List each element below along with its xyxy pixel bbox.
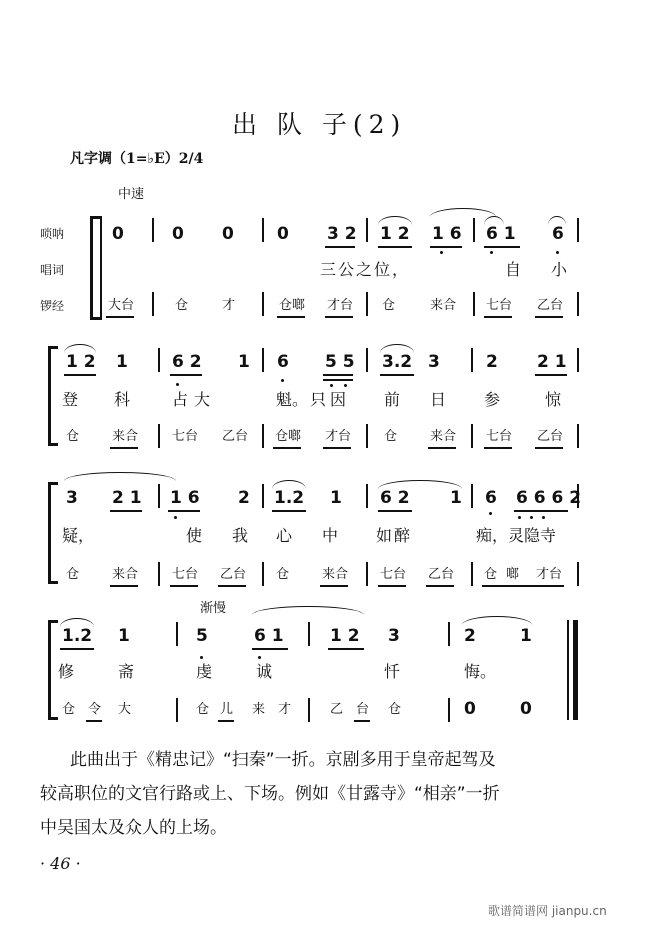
- underline: [428, 447, 456, 449]
- percussion-syllable: 台: [356, 702, 370, 717]
- barline: [308, 622, 310, 646]
- lyric: 科: [114, 390, 131, 409]
- octave-dot: [490, 251, 493, 254]
- page-number: · 46 ·: [40, 854, 81, 873]
- lyric: 斋: [118, 662, 135, 681]
- lyric: 小: [551, 260, 568, 279]
- underline: [378, 246, 412, 248]
- note: 2 1: [112, 488, 142, 508]
- underline: [252, 648, 288, 650]
- note: 6 1: [254, 626, 284, 646]
- barline: [366, 292, 368, 316]
- barline: [471, 484, 473, 508]
- underline: [378, 510, 412, 512]
- slur: [64, 344, 96, 353]
- slur: [64, 472, 176, 481]
- barline: [473, 292, 475, 316]
- percussion-syllable: 乙台: [537, 429, 564, 444]
- lyric: 忏: [384, 662, 401, 681]
- watermark: 歌谱简谱网 jianpu.cn: [488, 904, 607, 918]
- percussion-syllable: 乙台: [220, 567, 247, 582]
- percussion-syllable: 才: [278, 702, 292, 717]
- lyric: 中: [322, 526, 339, 545]
- slur: [484, 216, 504, 225]
- percussion-syllable: 乙台: [222, 429, 249, 444]
- underline: [170, 585, 198, 587]
- slur: [378, 480, 462, 489]
- underline: [273, 447, 301, 449]
- lyric: 虔: [196, 662, 213, 681]
- tempo-mark: 中速: [118, 187, 145, 202]
- note: 1: [520, 626, 532, 646]
- barline: [577, 424, 579, 448]
- percussion-syllable: 啷: [506, 567, 520, 582]
- lyric: 日: [430, 390, 447, 409]
- instrument-label-suona: 唢呐: [40, 227, 65, 241]
- percussion-syllable: 仓: [384, 429, 398, 444]
- note: 3: [388, 626, 400, 646]
- percussion-syllable: 七台: [172, 429, 199, 444]
- note: 5 5: [325, 352, 355, 372]
- note: 0: [172, 224, 184, 244]
- barline: [100, 216, 102, 320]
- underline: [110, 447, 138, 449]
- percussion-syllable: 仓: [175, 298, 189, 313]
- note: 6: [485, 488, 497, 508]
- underline: [60, 648, 94, 650]
- octave-dot: [174, 516, 177, 519]
- octave-dot: [344, 384, 347, 387]
- underline: [168, 510, 200, 512]
- underline: [484, 246, 520, 248]
- note: 1: [118, 626, 130, 646]
- final-barline: [567, 620, 569, 720]
- octave-dot: [489, 512, 492, 515]
- percussion-syllable: 乙台: [428, 567, 455, 582]
- system-bracket: [48, 482, 51, 584]
- note: 3.2: [382, 352, 413, 372]
- barline: [366, 562, 368, 586]
- underline: [354, 720, 370, 722]
- barline: [448, 698, 450, 722]
- slur: [380, 344, 414, 353]
- percussion-syllable: 大台: [108, 298, 135, 313]
- note: 6 6 6 2: [516, 488, 582, 508]
- underline: [272, 510, 306, 512]
- percussion-syllable: 七台: [380, 567, 407, 582]
- percussion-syllable: 仓啷: [279, 298, 306, 313]
- underline: [110, 510, 142, 512]
- slur: [252, 606, 364, 615]
- barline: [471, 348, 473, 372]
- description-line: 较高职位的文官行路或上、下场。例如《甘露寺》“相亲”一折: [40, 784, 500, 804]
- lyric: 使: [186, 526, 203, 545]
- barline: [176, 698, 178, 722]
- barline: [262, 218, 264, 242]
- slur: [548, 216, 566, 225]
- underline: [535, 447, 563, 449]
- underline: [277, 316, 305, 318]
- lyric: 三公之位，: [320, 260, 411, 279]
- slur: [272, 480, 306, 489]
- note: 6 2: [380, 488, 410, 508]
- final-barline: [573, 620, 578, 720]
- rest: 0: [464, 699, 476, 719]
- barline: [366, 424, 368, 448]
- note: 3: [66, 488, 78, 508]
- instrument-label-gong: 锣经: [40, 299, 65, 313]
- underline: [110, 585, 138, 587]
- note: 1 2: [66, 352, 96, 372]
- underline: [328, 648, 364, 650]
- barline: [577, 292, 579, 316]
- barline: [152, 218, 154, 242]
- system-bracket: [90, 216, 93, 320]
- octave-dot: [530, 516, 533, 519]
- octave-dot: [200, 656, 203, 659]
- barline: [152, 292, 154, 316]
- note: 1.2: [274, 488, 305, 508]
- note: 1: [450, 488, 462, 508]
- note: 1 2: [380, 224, 410, 244]
- barline: [366, 484, 368, 508]
- system-bracket: [48, 346, 51, 446]
- slur: [430, 208, 496, 217]
- underline: [320, 585, 348, 587]
- tempo-mark: 渐慢: [200, 601, 227, 616]
- underline: [430, 246, 462, 248]
- underline: [380, 374, 414, 376]
- percussion-syllable: 七台: [486, 298, 513, 313]
- lyric: 自: [505, 260, 522, 279]
- barline: [366, 348, 368, 372]
- barline: [471, 562, 473, 586]
- underline: [514, 510, 568, 512]
- underline: [482, 585, 564, 587]
- lyric: 诚: [256, 662, 273, 681]
- lyric: 参: [484, 390, 501, 409]
- note: 1 6: [170, 488, 200, 508]
- barline: [471, 424, 473, 448]
- description-line: 中吴国太及众人的上场。: [40, 818, 227, 838]
- percussion-syllable: 仓: [66, 567, 80, 582]
- note: 6 2: [172, 352, 202, 372]
- note: 0: [222, 224, 234, 244]
- rest: 0: [520, 699, 532, 719]
- lyric: 悔。: [464, 662, 497, 681]
- slur: [378, 216, 412, 225]
- octave-dot: [518, 516, 521, 519]
- percussion-syllable: 来合: [112, 567, 139, 582]
- percussion-syllable: 才台: [327, 298, 354, 313]
- lyric: 心: [276, 526, 293, 545]
- note: 3 2: [327, 224, 357, 244]
- note: 3: [428, 352, 440, 372]
- barline: [366, 218, 368, 242]
- lyric: 修: [58, 662, 75, 681]
- percussion-syllable: 才台: [536, 567, 563, 582]
- percussion-syllable: 仓啷: [275, 429, 302, 444]
- underline: [535, 374, 567, 376]
- percussion-syllable: 来合: [430, 298, 457, 313]
- barline: [448, 622, 450, 646]
- percussion-syllable: 来合: [112, 429, 139, 444]
- note: 6: [552, 224, 564, 244]
- underline: [484, 447, 512, 449]
- note: 2: [486, 352, 498, 372]
- underline: [325, 246, 355, 248]
- note: 1: [116, 352, 128, 372]
- underline: [106, 316, 134, 318]
- slur: [462, 616, 532, 625]
- underline: [323, 447, 351, 449]
- slur: [60, 618, 94, 627]
- barline: [308, 698, 310, 722]
- lyric: 前: [384, 390, 401, 409]
- percussion-syllable: 仓: [388, 702, 402, 717]
- lyric: 痴，灵隐寺: [476, 526, 557, 545]
- percussion-syllable: 儿: [220, 702, 234, 717]
- octave-dot: [542, 516, 545, 519]
- lyric: 魁。: [276, 390, 309, 409]
- note: 1.2: [62, 626, 93, 646]
- underline: [426, 585, 454, 587]
- underline: [484, 316, 512, 318]
- percussion-syllable: 令: [88, 702, 102, 717]
- barline: [176, 622, 178, 646]
- lyric: 疑，: [62, 526, 95, 545]
- lyric: 惊: [545, 390, 562, 409]
- lyric: 只因: [310, 390, 351, 409]
- underline: [64, 374, 96, 376]
- barline: [473, 218, 475, 242]
- lyric: 登: [62, 390, 79, 409]
- underline: [535, 316, 563, 318]
- barline: [158, 348, 160, 372]
- percussion-syllable: 来合: [430, 429, 457, 444]
- note: 2 1: [537, 352, 567, 372]
- underline: [218, 585, 246, 587]
- octave-dot: [556, 251, 559, 254]
- note: 2: [464, 626, 476, 646]
- underline: [323, 374, 353, 376]
- barline: [262, 484, 264, 508]
- barline: [577, 348, 579, 372]
- percussion-syllable: 仓: [62, 702, 76, 717]
- underline: [218, 720, 234, 722]
- system-bracket: [48, 620, 51, 720]
- octave-dot: [258, 656, 261, 659]
- instrument-label-vocal: 唱词: [40, 263, 65, 277]
- note: 6 1: [486, 224, 516, 244]
- percussion-syllable: 仓: [276, 567, 290, 582]
- percussion-syllable: 才台: [325, 429, 352, 444]
- underline: [323, 379, 353, 381]
- note: 2: [238, 488, 250, 508]
- lyric: 占大: [172, 390, 217, 409]
- barline: [577, 562, 579, 586]
- percussion-syllable: 七台: [486, 429, 513, 444]
- octave-dot: [440, 251, 443, 254]
- note: 1: [238, 352, 250, 372]
- note: 1 6: [432, 224, 462, 244]
- percussion-syllable: 才: [222, 298, 236, 313]
- percussion-syllable: 仓: [66, 429, 80, 444]
- barline: [158, 424, 160, 448]
- underline: [170, 374, 202, 376]
- percussion-syllable: 来: [252, 702, 266, 717]
- description-line: 此曲出于《精忠记》“扫秦”一折。京剧多用于皇帝起驾及: [70, 750, 496, 770]
- octave-dot: [330, 384, 333, 387]
- barline: [158, 484, 160, 508]
- barline: [262, 348, 264, 372]
- barline: [262, 424, 264, 448]
- octave-dot: [176, 383, 179, 386]
- underline: [378, 585, 406, 587]
- percussion-syllable: 来合: [322, 567, 349, 582]
- lyric: 我: [232, 526, 249, 545]
- key-signature: 凡字调（1=♭E）2/4: [70, 151, 204, 167]
- percussion-syllable: 仓: [196, 702, 210, 717]
- percussion-syllable: 乙台: [537, 298, 564, 313]
- percussion-syllable: 大: [118, 702, 132, 717]
- lyric: 如醉: [376, 526, 413, 545]
- percussion-syllable: 仓: [484, 567, 498, 582]
- percussion-syllable: 七台: [172, 567, 199, 582]
- note: 1 2: [330, 626, 360, 646]
- barline: [262, 292, 264, 316]
- barline: [577, 218, 579, 242]
- note: 6: [277, 352, 289, 372]
- barline: [262, 562, 264, 586]
- underline: [86, 720, 102, 722]
- underline: [325, 316, 353, 318]
- note: 1: [330, 488, 342, 508]
- percussion-syllable: 乙: [330, 702, 344, 717]
- percussion-syllable: 仓: [382, 298, 396, 313]
- page-title: 出 队 子(2): [232, 110, 407, 139]
- note: 0: [277, 224, 289, 244]
- note: 5: [196, 626, 208, 646]
- octave-dot: [281, 379, 284, 382]
- barline: [158, 562, 160, 586]
- note: 0: [112, 224, 124, 244]
